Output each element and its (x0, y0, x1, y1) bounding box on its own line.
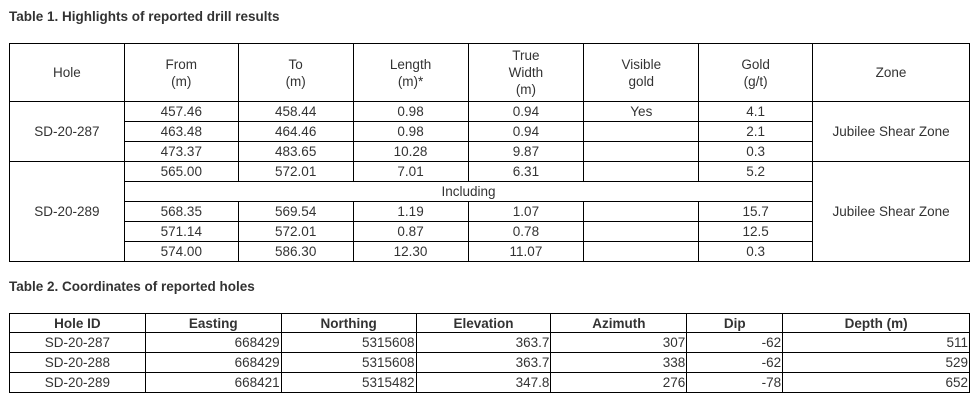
table-row (10, 333, 970, 353)
col-header-length: Length (m)* (353, 44, 468, 102)
true-width-cell: 11.07 (468, 242, 584, 262)
to-cell: 569.54 (238, 202, 353, 222)
gold-cell: 2.1 (699, 122, 813, 142)
true-width-cell: 0.94 (468, 102, 584, 122)
dip-cell: -62 (687, 333, 783, 353)
northing-cell: 5315608 (281, 333, 416, 353)
hole-id-cell: SD-20-289 (10, 162, 125, 262)
elevation-cell: 363.7 (416, 333, 551, 353)
length-cell: 12.30 (353, 242, 468, 262)
gold-cell: 0.3 (699, 242, 813, 262)
dip-cell: -62 (687, 353, 783, 373)
hole-id-cell: SD-20-287 (10, 102, 125, 162)
header-row (10, 44, 970, 102)
visible-gold-cell (584, 242, 699, 262)
easting-cell: 668421 (145, 373, 281, 393)
to-cell: 572.01 (238, 162, 353, 182)
from-cell: 571.14 (124, 222, 238, 242)
from-cell: 574.00 (124, 242, 238, 262)
length-cell: 0.87 (353, 222, 468, 242)
from-cell: 473.37 (124, 142, 238, 162)
depth-cell: 652 (783, 373, 970, 393)
table2-caption: Table 2. Coordinates of reported holes (9, 279, 255, 294)
easting-cell: 668429 (145, 353, 281, 373)
including-label: Including (124, 182, 812, 202)
from-cell: 568.35 (124, 202, 238, 222)
length-cell: 1.19 (353, 202, 468, 222)
northing-cell: 5315608 (281, 353, 416, 373)
table-row (10, 102, 970, 122)
col-header-true-width: True Width (m) (468, 44, 584, 102)
col-header-to: To (m) (238, 44, 353, 102)
col-header-depth: Depth (m) (783, 314, 970, 333)
length-cell: 10.28 (353, 142, 468, 162)
northing-cell: 5315482 (281, 373, 416, 393)
hole-id-cell: SD-20-287 (10, 333, 146, 353)
true-width-cell: 0.78 (468, 222, 584, 242)
table-row (10, 373, 970, 393)
gold-cell: 5.2 (699, 162, 813, 182)
col-header-northing: Northing (281, 314, 416, 333)
dip-cell: -78 (687, 373, 783, 393)
col-header-azimuth: Azimuth (551, 314, 687, 333)
hole-coordinates-table (9, 313, 970, 393)
azimuth-cell: 307 (551, 333, 687, 353)
to-cell: 464.46 (238, 122, 353, 142)
table-row (10, 162, 970, 182)
visible-gold-cell (584, 222, 699, 242)
col-header-dip: Dip (687, 314, 783, 333)
true-width-cell: 1.07 (468, 202, 584, 222)
gold-cell: 12.5 (699, 222, 813, 242)
visible-gold-cell (584, 202, 699, 222)
elevation-cell: 363.7 (416, 353, 551, 373)
visible-gold-cell: Yes (584, 102, 699, 122)
to-cell: 458.44 (238, 102, 353, 122)
visible-gold-cell (584, 122, 699, 142)
from-cell: 457.46 (124, 102, 238, 122)
length-cell: 0.98 (353, 122, 468, 142)
col-header-easting: Easting (145, 314, 281, 333)
true-width-cell: 9.87 (468, 142, 584, 162)
table1-caption: Table 1. Highlights of reported drill results (9, 9, 280, 24)
col-header-elevation: Elevation (416, 314, 551, 333)
gold-cell: 15.7 (699, 202, 813, 222)
depth-cell: 529 (783, 353, 970, 373)
true-width-cell: 0.94 (468, 122, 584, 142)
true-width-cell: 6.31 (468, 162, 584, 182)
visible-gold-cell (584, 162, 699, 182)
from-cell: 463.48 (124, 122, 238, 142)
gold-cell: 0.3 (699, 142, 813, 162)
depth-cell: 511 (783, 333, 970, 353)
easting-cell: 668429 (145, 333, 281, 353)
length-cell: 0.98 (353, 102, 468, 122)
zone-cell: Jubilee Shear Zone (813, 162, 970, 262)
from-cell: 565.00 (124, 162, 238, 182)
to-cell: 586.30 (238, 242, 353, 262)
header-row (10, 314, 970, 333)
drill-results-table (9, 43, 970, 262)
col-header-from: From (m) (124, 44, 238, 102)
hole-id-cell: SD-20-288 (10, 353, 146, 373)
gold-cell: 4.1 (699, 102, 813, 122)
table-row (10, 353, 970, 373)
col-header-zone: Zone (813, 44, 970, 102)
hole-id-cell: SD-20-289 (10, 373, 146, 393)
to-cell: 572.01 (238, 222, 353, 242)
col-header-gold: Gold (g/t) (699, 44, 813, 102)
azimuth-cell: 276 (551, 373, 687, 393)
to-cell: 483.65 (238, 142, 353, 162)
elevation-cell: 347.8 (416, 373, 551, 393)
zone-cell: Jubilee Shear Zone (813, 102, 970, 162)
col-header-hole: Hole (10, 44, 125, 102)
col-header-visible-gold: Visible gold (584, 44, 699, 102)
length-cell: 7.01 (353, 162, 468, 182)
visible-gold-cell (584, 142, 699, 162)
azimuth-cell: 338 (551, 353, 687, 373)
col-header-hole-id: Hole ID (10, 314, 146, 333)
